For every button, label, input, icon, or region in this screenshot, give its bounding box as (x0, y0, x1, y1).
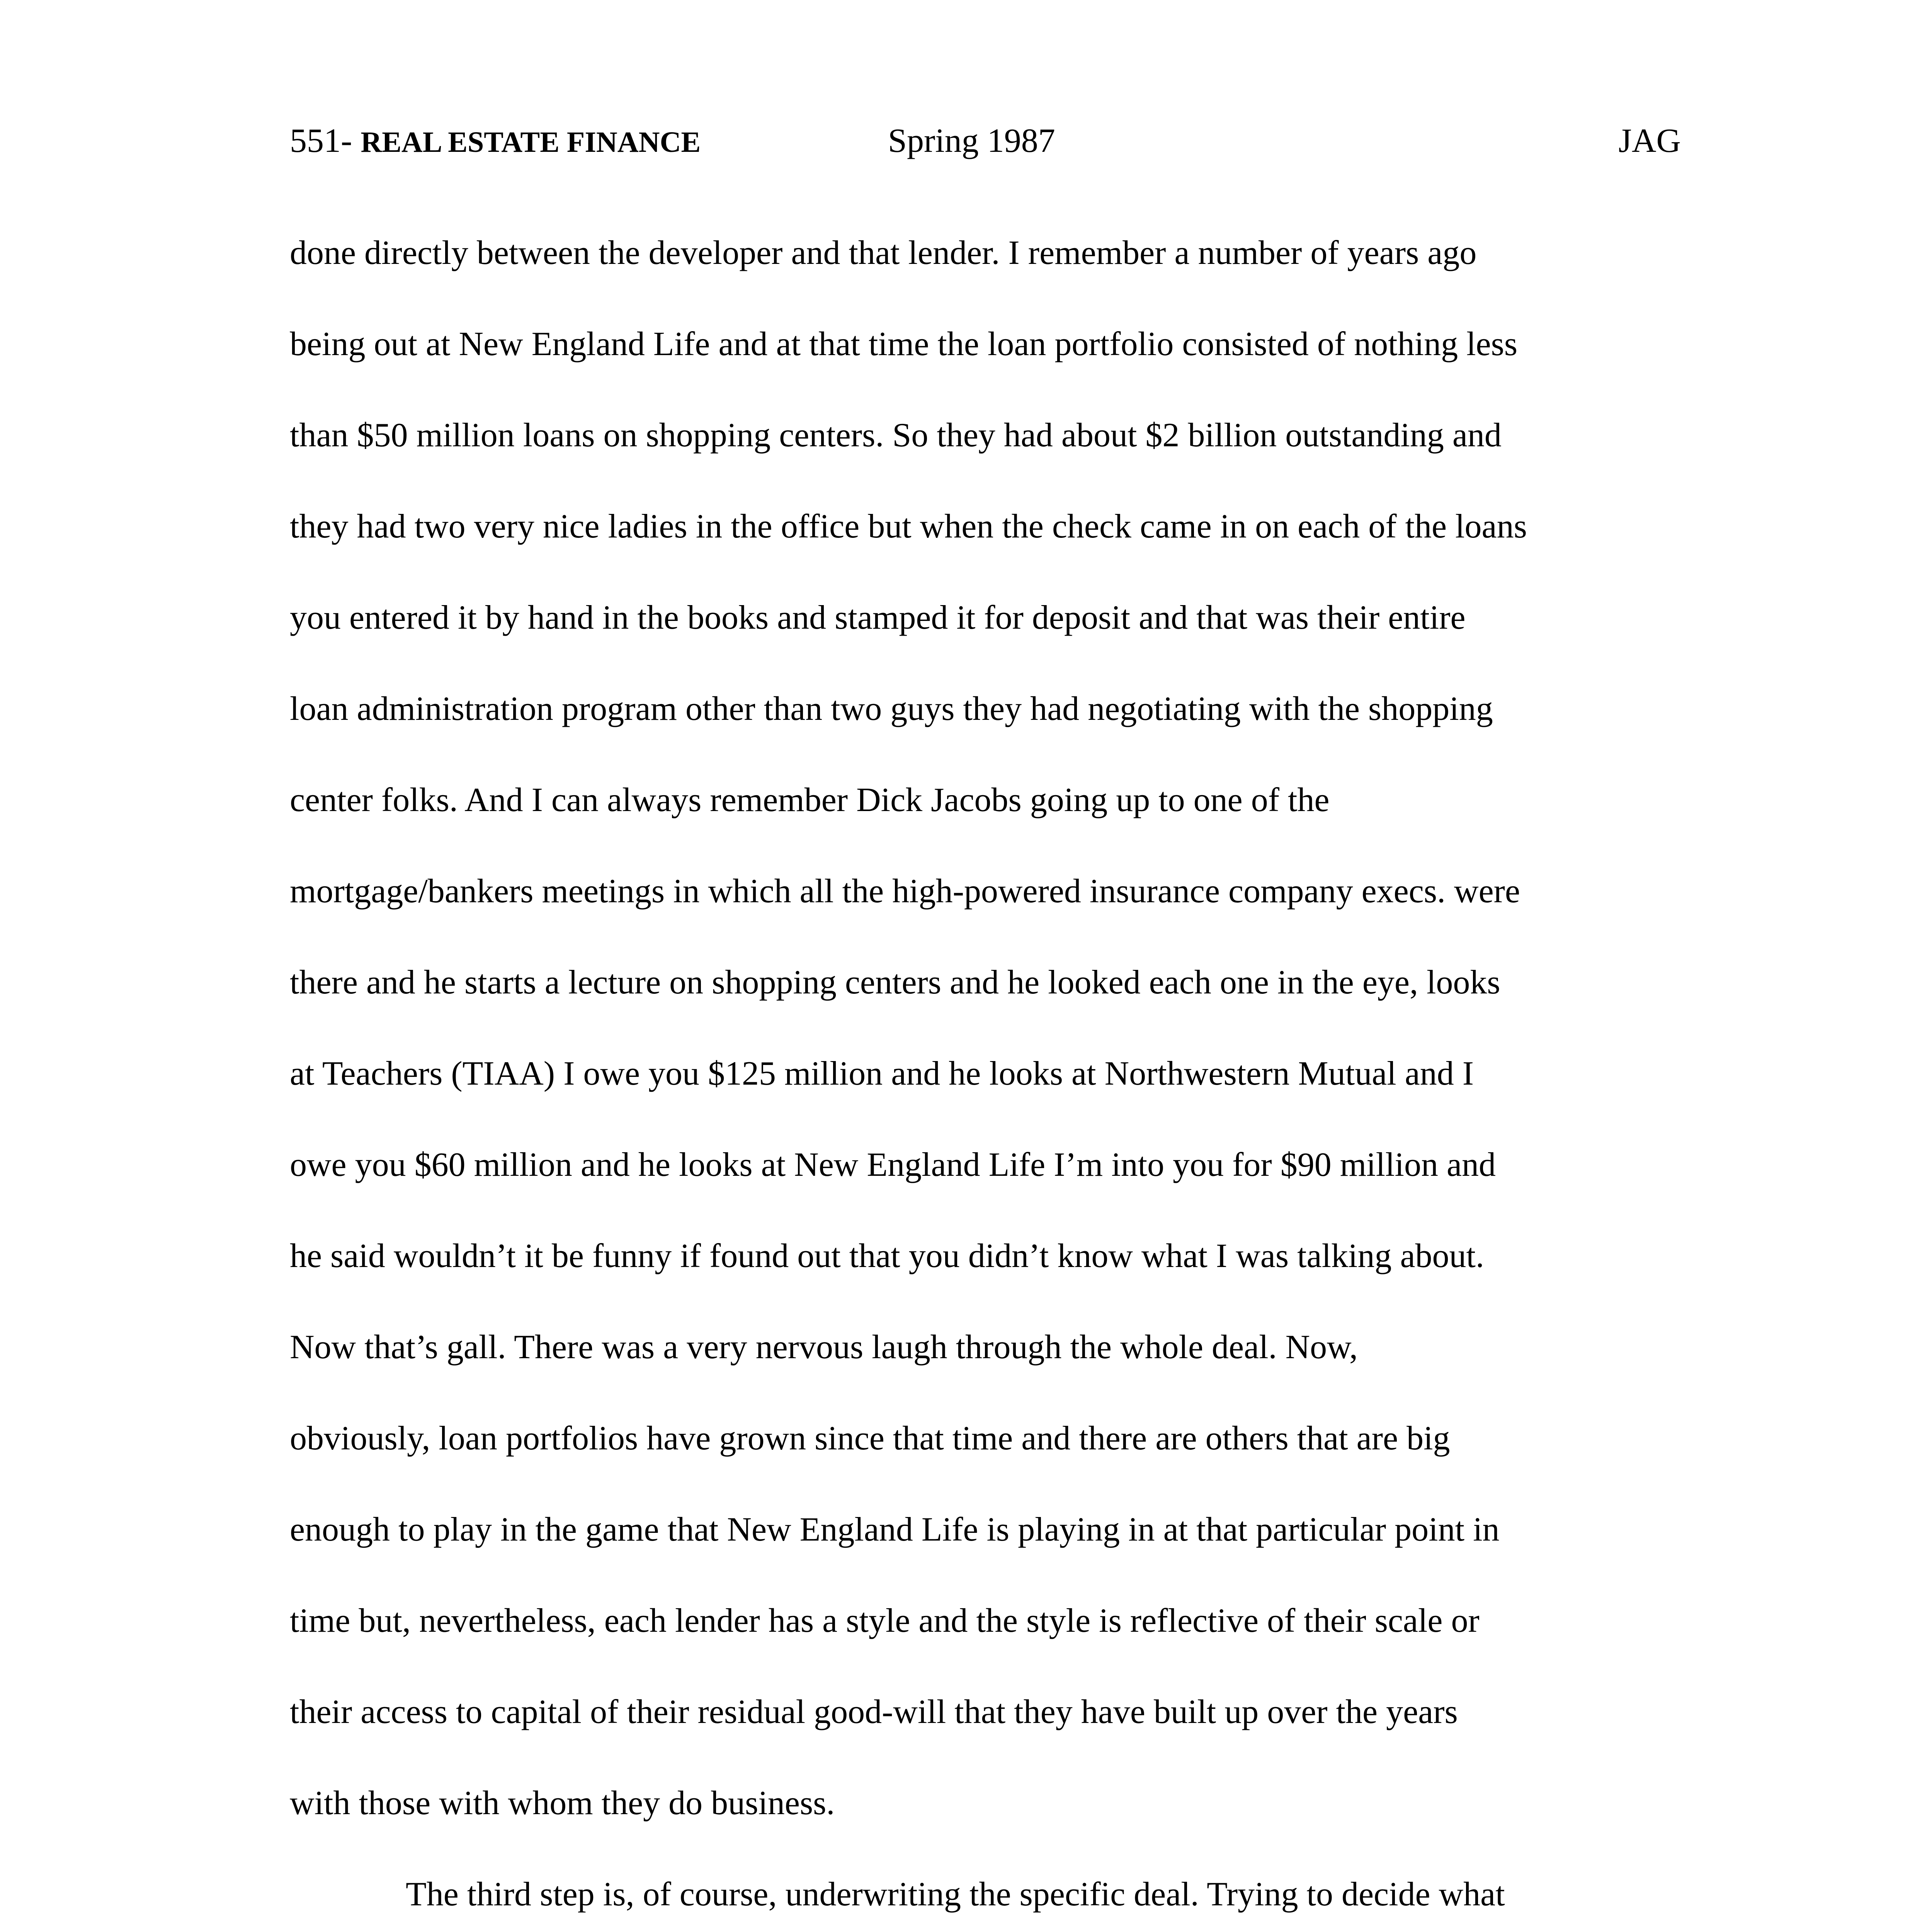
text-line: being out at New England Life and at that time the loan portfolio consisted of nothing less (290, 325, 1518, 363)
paragraph-first-line: The third step is, of course, underwriting the specific deal. Trying to decide what (406, 1876, 1505, 1913)
body-text (290, 228, 1681, 1932)
text-line: you entered it by hand in the books and stamped it for deposit and that was their entire (290, 599, 1466, 636)
text-line: enough to play in the game that New England Life is playing in at that particular point in (290, 1511, 1500, 1548)
text-line: they had two very nice ladies in the office but when the check came in on each of the loans (290, 508, 1527, 545)
text-line: he said wouldn’t it be funny if found out that you didn’t know what I was talking about. (290, 1237, 1484, 1275)
text-line: at Teachers (TIAA) I owe you $125 million and he looks at Northwestern Mutual and I (290, 1055, 1474, 1092)
page-header (290, 116, 1681, 166)
text-line: loan administration program other than two guys they had negotiating with the shopping (290, 690, 1493, 728)
text-line: obviously, loan portfolios have grown since that time and there are others that are big (290, 1420, 1450, 1457)
course-heading (290, 116, 701, 167)
text-line: their access to capital of their residual good-will that they have built up over the years (290, 1693, 1458, 1731)
course-number: 551- (290, 122, 361, 160)
text-line: there and he starts a lecture on shopping centers and he looked each one in the eye, looks (290, 964, 1500, 1001)
text-line: done directly between the developer and that lender. I remember a number of years ago (290, 234, 1477, 272)
text-line: owe you $60 million and he looks at New England Life I’m into you for $90 million and (290, 1146, 1496, 1184)
text-line: time but, nevertheless, each lender has a style and the style is reflective of their scale or (290, 1602, 1480, 1639)
term-label: Spring 1987 (888, 122, 1055, 160)
course-title: REAL ESTATE FINANCE (361, 126, 701, 158)
text-line: Now that’s gall. There was a very nervous laugh through the whole deal. Now, (290, 1328, 1358, 1366)
author-initials: JAG (1618, 122, 1681, 160)
text-line: mortgage/bankers meetings in which all the high-powered insurance company execs. were (290, 872, 1520, 910)
text-line: center folks. And I can always remember Dick Jacobs going up to one of the (290, 781, 1330, 819)
text-line: than $50 million loans on shopping centers. So they had about $2 billion outstanding and (290, 417, 1502, 454)
text-line: with those with whom they do business. (290, 1784, 835, 1822)
